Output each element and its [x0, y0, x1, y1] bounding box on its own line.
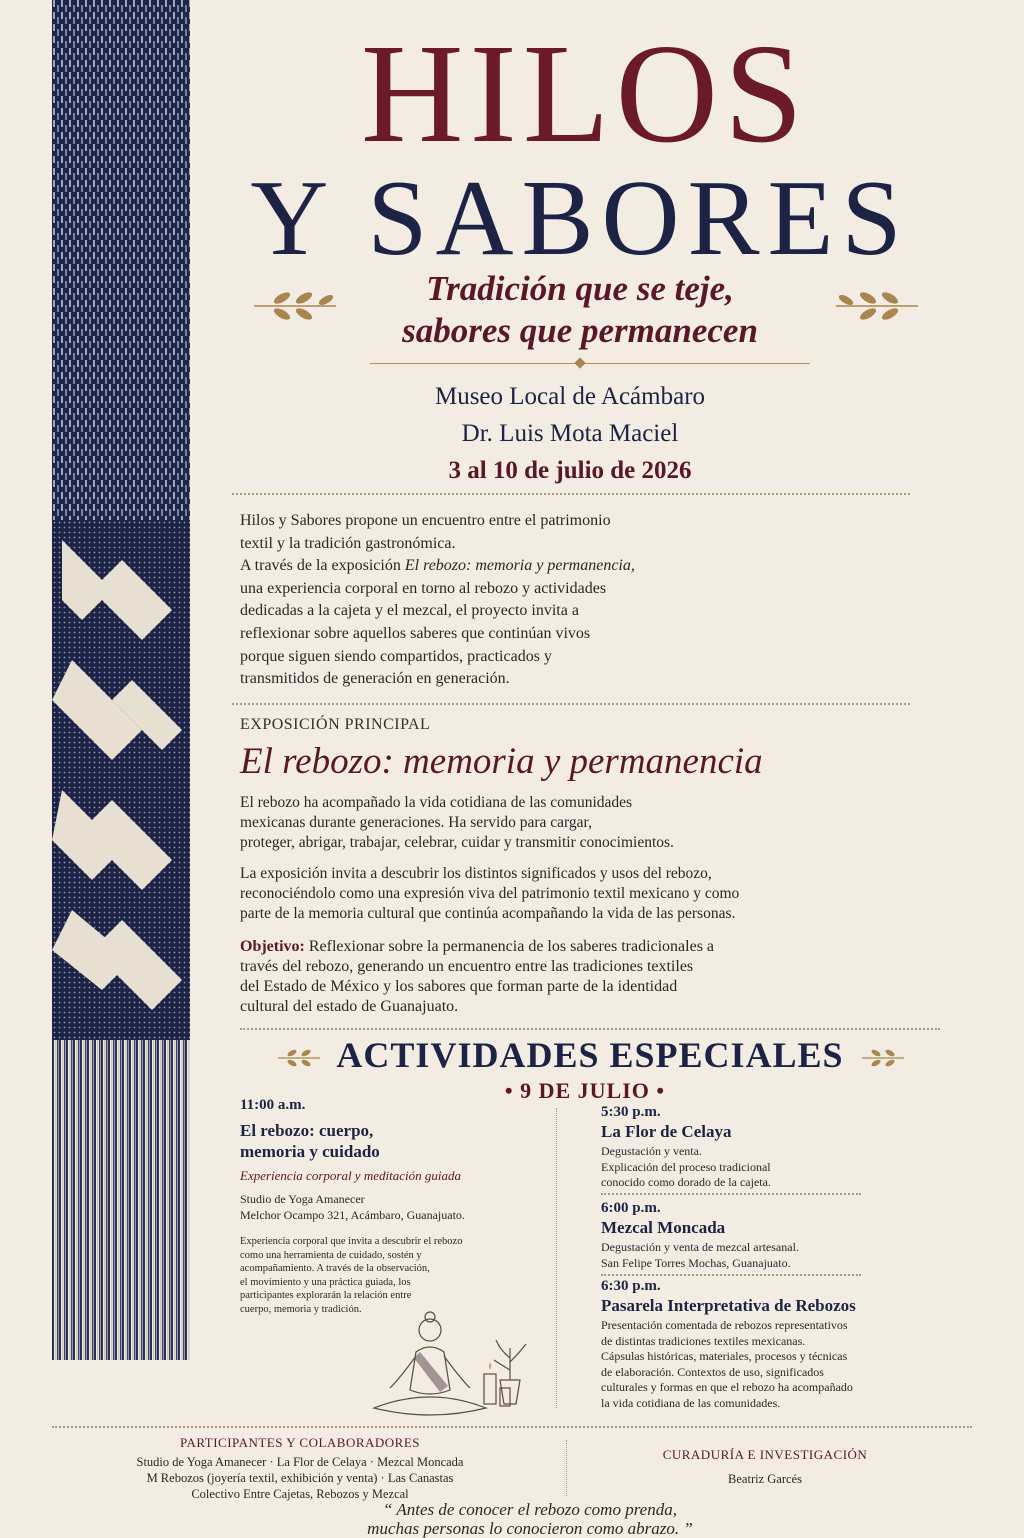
main-title-line2: Y SABORES: [250, 159, 910, 278]
laurel-sprig-icon: [252, 284, 340, 324]
activity-time: 6:00 p.m.: [601, 1200, 661, 1216]
activities-title: ACTIVIDADES ESPECIALES: [336, 1035, 844, 1075]
activity-mezcal: 6:00 p.m. Mezcal Moncada Degustación y venta de mezcal artesanal. San Felipe Torres Mochas, Guanajuato.: [601, 1200, 901, 1271]
exhibition-title: El rebozo: memoria y permanencia: [240, 741, 763, 782]
divider: [601, 1193, 861, 1195]
exhibition-paragraph-2: La exposición invita a descubrir los distintos significados y usos del rebozo, reconociéndolo como una expresión viva del patrimonio textil mexicano y como parte de la memoria cultural que continúa acompañando la vida de las personas.: [240, 865, 740, 922]
activity-pasarela: 6:30 p.m. Pasarela Interpretativa de Rebozos Presentación comentada de rebozos representativos de distintas tradiciones textiles mexicanas. Cápsulas históricas, materiales, procesos y técnicas de elaboración. Contextos de uso, significados culturales y formas en que el rebozo ha acompañado la vida cotidiana de las comunidades.: [601, 1278, 921, 1411]
curator-name: Beatriz Garcés: [728, 1472, 802, 1486]
diamond-ornament-icon: [574, 357, 585, 368]
participants-block: PARTICIPANTES Y COLABORADORES Studio de Yoga Amanecer · La Flor de Celaya · Mezcal Moncada M Rebozos (joyería textil, exhibición y venta) · Las Canastas Colectivo Entre Cajetas, Rebozos y Mezcal: [80, 1435, 520, 1502]
laurel-sprig-icon: [860, 1046, 906, 1070]
divider: [232, 493, 910, 495]
laurel-sprig-icon: [832, 284, 920, 324]
objective-label: Objetivo:: [240, 938, 305, 955]
column-divider: [556, 1108, 557, 1408]
subtitle: Tradición que se teje, sabores que permanecen: [402, 269, 758, 350]
exhibition-paragraph-1: El rebozo ha acompañado la vida cotidiana de las comunidades mexicanas durante generaciones. Ha servido para cargar, proteger, abrigar, trabajar, celebrar, cuidar y transmitir conocimientos.: [240, 794, 674, 851]
activity-yoga: 11:00 a.m. El rebozo: cuerpo, memoria y cuidado Experiencia corporal y meditación guiada Studio de Yoga Amanecer Melchor Ocampo 321, Acámbaro, Guanajuato. Experiencia corporal que invita a descubrir el rebozo como una herramienta de cuidado, sostén y acompañamiento. A través de la observación, el movimiento y una práctica guiada, los participantes explorarán la relación entre cuerpo, memoria y tradición.: [240, 1097, 540, 1316]
activity-time: 6:30 p.m.: [601, 1278, 661, 1294]
curation-title: CURADURÍA E INVESTIGACIÓN: [662, 1447, 868, 1462]
rebozo-textile-illustration: [52, 0, 190, 1380]
venue-name: Museo Local de Acámbaro: [434, 383, 706, 410]
divider: [52, 1426, 972, 1428]
activity-cajeta: 5:30 p.m. La Flor de Celaya Degustación y venta. Explicación del proceso tradicional conocido como dorado de la cajeta.: [601, 1104, 901, 1191]
main-title-line1: HILOS: [360, 14, 810, 172]
venue-block: [330, 378, 810, 489]
objective-paragraph: Objetivo: Reflexionar sobre la permanencia de los saberes tradicionales a través del rebozo, generando un encuentro entre las tradiciones textiles del Estado de México y los sabores que forman parte de la identidad cultural del estado de Guanajuato.: [240, 938, 715, 1015]
activity-time: 5:30 p.m.: [601, 1104, 661, 1120]
divider: [370, 363, 810, 364]
venue-subname: Dr. Luis Mota Maciel: [461, 420, 679, 447]
divider: [601, 1274, 861, 1276]
activities-date: • 9 DE JULIO •: [504, 1078, 666, 1103]
divider: [232, 703, 910, 705]
column-divider: [566, 1440, 567, 1496]
closing-quote: “ Antes de conocer el rebozo como prenda, muchas personas lo conocieron como abrazo. ”: [367, 1500, 693, 1538]
activity-time: 11:00 a.m.: [240, 1097, 306, 1113]
participants-title: PARTICIPANTES Y COLABORADORES: [179, 1435, 421, 1450]
section-label: EXPOSICIÓN PRINCIPAL: [240, 716, 431, 733]
meditation-figure-illustration: [360, 1308, 550, 1426]
curation-block: [610, 1447, 920, 1487]
laurel-sprig-icon: [276, 1046, 322, 1070]
divider: [240, 1028, 940, 1030]
event-date: 3 al 10 de julio de 2026: [448, 457, 692, 484]
intro-paragraph: Hilos y Sabores propone un encuentro entre el patrimonio textil y la tradición gastronómica. A través de la exposición El rebozo: memoria y permanencia, una experiencia corporal en torno al rebozo y actividades dedicadas a la cajeta y el mezcal, el proyecto invita a reflexionar sobre aquellos saberes que continúan vivos porque siguen siendo compartidos, practicados y transmitidos de generación en generación.: [240, 512, 635, 688]
